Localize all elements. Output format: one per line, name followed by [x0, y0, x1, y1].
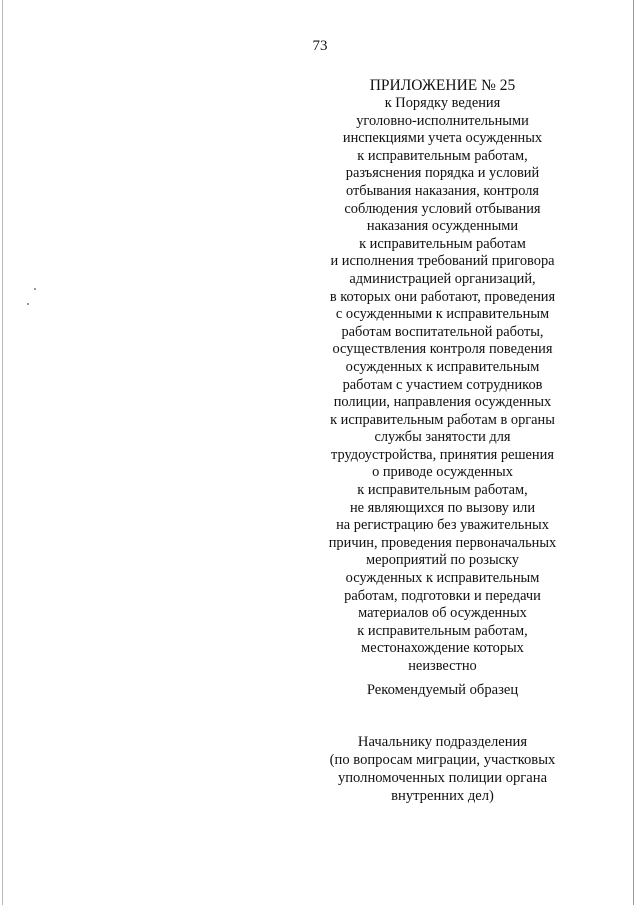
- appendix-line: и исполнения требований приговора: [330, 253, 555, 270]
- addressee-line: внутренних дел): [391, 788, 494, 804]
- appendix-line: не являющихся по вызову или: [349, 499, 536, 516]
- appendix-line: мероприятий по розыску: [366, 552, 519, 569]
- appendix-line: работам с участием сотрудников: [342, 376, 543, 393]
- appendix-line: местонахождение которых: [361, 640, 524, 657]
- appendix-line: работам воспитательной работы,: [341, 323, 544, 340]
- appendix-line: к исправительным работам: [359, 235, 526, 252]
- addressee-line: (по вопросам миграции, участковых: [329, 752, 556, 768]
- appendix-line: администрацией организаций,: [349, 270, 536, 287]
- appendix-line: полиции, направления осужденных: [333, 394, 552, 411]
- appendix-line: уголовно-исполнительными: [356, 112, 529, 129]
- appendix-line: к исправительным работам,: [357, 622, 528, 639]
- page-number: 73: [312, 38, 328, 54]
- scan-speck: [34, 288, 36, 290]
- appendix-line: на регистрацию без уважительных: [336, 517, 549, 534]
- appendix-line: осуществления контроля поведения: [332, 341, 553, 358]
- appendix-line: в которых они работают, проведения: [329, 288, 556, 305]
- sample-label: Рекомендуемый образец: [366, 682, 519, 698]
- appendix-title: ПРИЛОЖЕНИЕ № 25: [369, 77, 516, 94]
- scan-speck: [27, 303, 29, 305]
- appendix-line: наказания осужденными: [366, 218, 519, 235]
- appendix-line: материалов об осужденных: [358, 605, 527, 622]
- appendix-line: с осужденными к исправительным: [335, 306, 550, 323]
- addressee-line: Начальнику подразделения: [357, 734, 528, 750]
- appendix-line: инспекциями учета осужденных: [342, 130, 543, 147]
- addressee-text: [300, 733, 585, 805]
- addressee-line: уполномоченных полиции органа: [337, 770, 548, 786]
- appendix-line: отбывания наказания, контроля: [345, 182, 540, 199]
- appendix-line: к исправительным работам,: [357, 147, 528, 164]
- appendix-line: неизвестно: [408, 658, 477, 674]
- appendix-line: осужденных к исправительным: [345, 570, 540, 587]
- appendix-line: о приводе осужденных: [372, 464, 513, 481]
- appendix-line: к исправительным работам в органы: [330, 411, 555, 428]
- appendix-line: к исправительным работам,: [357, 482, 528, 499]
- scan-edge-right: [633, 0, 634, 905]
- appendix-line: работам, подготовки и передачи: [344, 587, 541, 604]
- addressee-block: [300, 733, 585, 805]
- appendix-line: разъяснения порядка и условий: [345, 165, 540, 182]
- appendix-line: к Порядку ведения: [384, 95, 501, 111]
- appendix-text: [300, 95, 585, 676]
- appendix-line: трудоустройства, принятия решения: [331, 446, 554, 463]
- appendix-line: соблюдения условий отбывания: [344, 200, 541, 217]
- appendix-header: [300, 77, 585, 676]
- scan-edge-left: [2, 0, 3, 905]
- appendix-line: службы занятости для: [374, 429, 511, 446]
- appendix-line: осужденных к исправительным: [345, 358, 540, 375]
- appendix-line: причин, проведения первоначальных: [328, 534, 557, 551]
